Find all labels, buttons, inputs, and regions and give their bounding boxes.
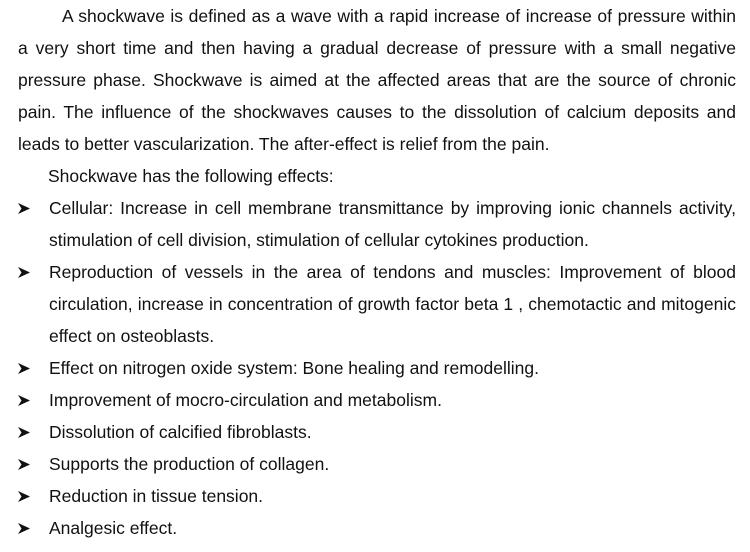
intro-paragraph: A shockwave is defined as a wave with a rapid increase of increase of pressure within a very short time and then having a gradual decrease of pressure with a small negative pressure phase. Shockwave is aimed at the affected areas that are the source of chronic pain. The influence of the shockwaves causes to the dissolution of calcium deposits and leads to better vascularization. The after-effect is relief from the pain. [18, 6, 736, 154]
list-item-text: Supports the production of collagen. [49, 454, 330, 474]
list-item-text: Dissolution of calcified fibroblasts. [49, 422, 312, 442]
list-item [18, 384, 736, 416]
list-item [18, 416, 736, 448]
list-item-text: Effect on nitrogen oxide system: Bone healing and remodelling. [49, 358, 539, 378]
document-body [18, 0, 736, 544]
list-item [18, 192, 736, 256]
list-item-text: Reduction in tissue tension. [49, 486, 264, 506]
effects-lead: Shockwave has the following effects: [48, 166, 334, 186]
list-item-text: Improvement of mocro-circulation and metabolism. [49, 390, 442, 410]
right-arrowhead-icon [18, 192, 32, 224]
right-arrowhead-icon [18, 384, 32, 416]
list-item-text: Analgesic effect. [49, 518, 178, 538]
list-item [18, 448, 736, 480]
right-arrowhead-icon [18, 352, 32, 384]
list-item [18, 480, 736, 512]
right-arrowhead-icon [18, 256, 32, 288]
list-item [18, 352, 736, 384]
effects-list [18, 192, 736, 544]
right-arrowhead-icon [18, 480, 32, 512]
list-item-text: Cellular: Increase in cell membrane transmittance by improving ionic channels activity, stimulation of cell division, stimulation of cellular cytokines production. [49, 198, 736, 250]
right-arrowhead-icon [18, 448, 32, 480]
right-arrowhead-icon [18, 512, 32, 544]
list-item-text: Reproduction of vessels in the area of tendons and muscles: Improvement of blood circulation, increase in concentration of growth factor beta 1 , chemotactic and mitogenic effect on osteoblasts. [49, 262, 736, 346]
right-arrowhead-icon [18, 416, 32, 448]
list-item [18, 256, 736, 352]
list-item [18, 512, 736, 544]
